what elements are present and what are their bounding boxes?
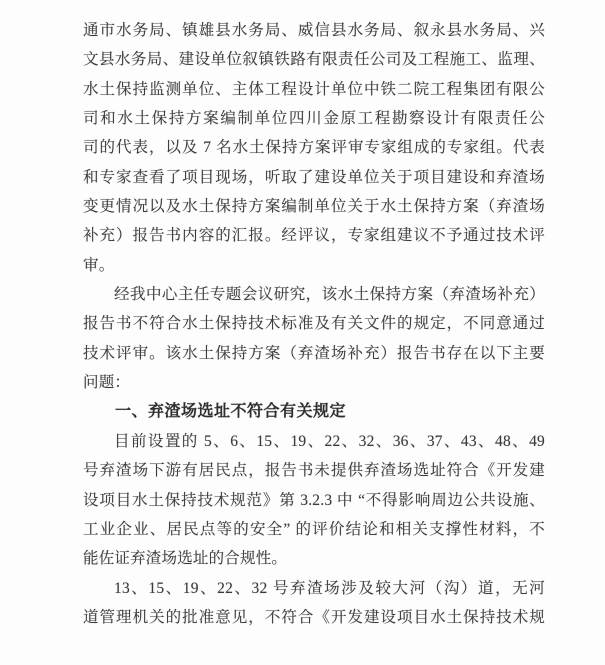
text-line: 补充）报告书内容的汇报。经评议，专家组建议不予通过技术评 (83, 227, 545, 245)
text-line: 司的代表，以及 7 名水土保持方案评审专家组成的专家组。代表 (83, 139, 545, 157)
document-text-block (83, 16, 545, 632)
section-heading: 一、弃渣场选址不符合有关规定 (115, 403, 347, 421)
text-line: 13、15、19、22、32 号弃渣场涉及较大河（沟）道，无河 (114, 579, 545, 597)
text-line: 司和水土保持方案编制单位四川金原工程勘察设计有限责任公 (83, 110, 545, 128)
text-line: 变更情况以及水土保持方案编制单位关于水土保持方案（弃渣场 (83, 198, 545, 216)
text-line: 问题： (83, 374, 131, 392)
text-line: 和专家查看了项目现场，听取了建设单位关于项目建设和弃渣场 (83, 168, 545, 186)
text-line: 水土保持监测单位、主体工程设计单位中铁二院工程集团有限公 (83, 80, 545, 98)
text-line: 文县水务局、建设单位叙镇铁路有限责任公司及工程施工、监理、 (83, 51, 545, 69)
text-line: 道管理机关的批准意见，不符合《开发建设项目水土保持技术规 (83, 608, 545, 626)
text-line: 工业企业、居民点等的安全” 的评价结论和相关支撑性材料，不 (83, 520, 545, 538)
text-line: 目前设置的 5、6、15、19、22、32、36、37、43、48、49 (114, 432, 545, 450)
text-line: 能佐证弃渣场选址的合规性。 (83, 550, 288, 568)
text-line: 号弃渣场下游有居民点，报告书未提供弃渣场选址符合《开发建 (83, 462, 545, 480)
text-line: 技术评审。该水土保持方案（弃渣场补充）报告书存在以下主要 (83, 344, 545, 362)
text-line: 经我中心主任专题会议研究，该水土保持方案（弃渣场补充） (114, 286, 545, 304)
text-line: 设项目水土保持技术规范》第 3.2.3 中 “不得影响周边公共设施、 (83, 491, 545, 509)
text-line: 报告书不符合水土保持技术标准及有关文件的规定，不同意通过 (83, 315, 545, 333)
text-line: 通市水务局、镇雄县水务局、威信县水务局、叙永县水务局、兴 (83, 22, 545, 39)
text-line: 审。 (83, 256, 115, 274)
